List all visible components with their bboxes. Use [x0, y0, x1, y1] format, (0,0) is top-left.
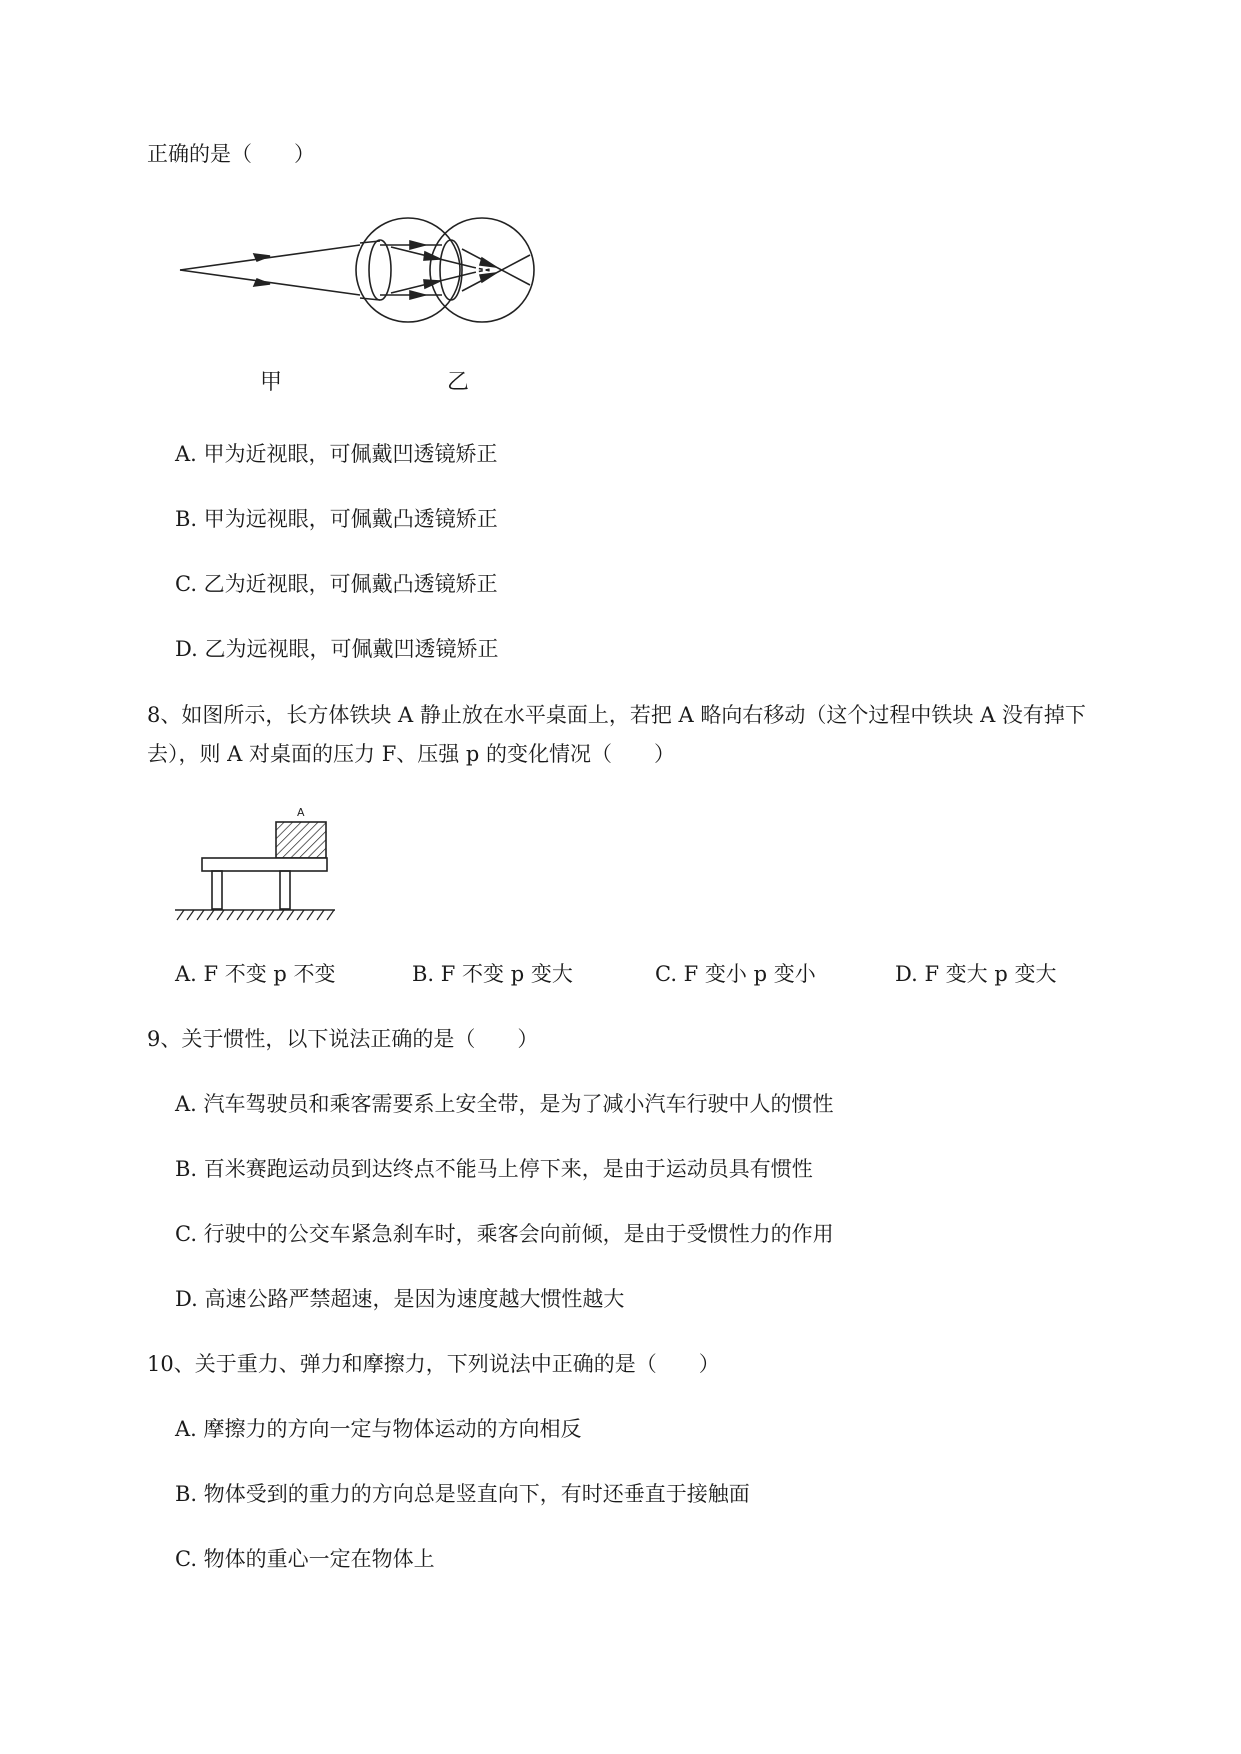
- q9-option-c: C. 行驶中的公交车紧急刹车时，乘客会向前倾，是由于受惯性力的作用: [175, 1222, 834, 1246]
- q7-option-c: C. 乙为近视眼，可佩戴凸透镜矫正: [175, 572, 498, 596]
- q8-option-b: B. F 不变 p 变大: [412, 962, 573, 986]
- figure-label-jia: 甲: [260, 370, 283, 395]
- table-top: [202, 858, 327, 871]
- q8-stem-line1: 8、如图所示，长方体铁块 A 静止放在水平桌面上，若把 A 略向右移动（这个过程中铁块 A 没有掉下: [147, 703, 1086, 727]
- q8-option-a: A. F 不变 p 不变: [175, 962, 336, 986]
- q9-option-d: D. 高速公路严禁超速，是因为速度越大惯性越大: [175, 1287, 625, 1311]
- eye-yi-diagram: [380, 205, 550, 365]
- figure-label-yi: 乙: [447, 370, 470, 395]
- q10-stem: 10、关于重力、弹力和摩擦力，下列说法中正确的是（ ）: [147, 1352, 720, 1376]
- q10-option-b: B. 物体受到的重力的方向总是竖直向下，有时还垂直于接触面: [175, 1482, 750, 1506]
- question-stem-tail: 正确的是（ ）: [147, 142, 315, 166]
- table-block-figure: [170, 800, 350, 925]
- q7-option-b: B. 甲为远视眼，可佩戴凸透镜矫正: [175, 507, 498, 531]
- q10-option-c: C. 物体的重心一定在物体上: [175, 1547, 435, 1571]
- q10-option-a: A. 摩擦力的方向一定与物体运动的方向相反: [175, 1417, 582, 1441]
- block-label-a: A: [297, 806, 305, 819]
- q9-option-b: B. 百米赛跑运动员到达终点不能马上停下来，是由于运动员具有惯性: [175, 1157, 813, 1181]
- q8-stem-line2: 去），则 A 对桌面的压力 F、压强 p 的变化情况（ ）: [147, 742, 676, 766]
- q8-option-c: C. F 变小 p 变小: [655, 962, 816, 986]
- q8-option-d: D. F 变大 p 变大: [895, 962, 1057, 986]
- iron-block-a: [276, 822, 326, 858]
- q7-option-d: D. 乙为远视眼，可佩戴凹透镜矫正: [175, 637, 499, 661]
- q9-stem: 9、关于惯性，以下说法正确的是（ ）: [147, 1027, 539, 1051]
- q9-option-a: A. 汽车驾驶员和乘客需要系上安全带，是为了减小汽车行驶中人的惯性: [175, 1092, 834, 1116]
- q7-option-a: A. 甲为近视眼，可佩戴凹透镜矫正: [175, 442, 498, 466]
